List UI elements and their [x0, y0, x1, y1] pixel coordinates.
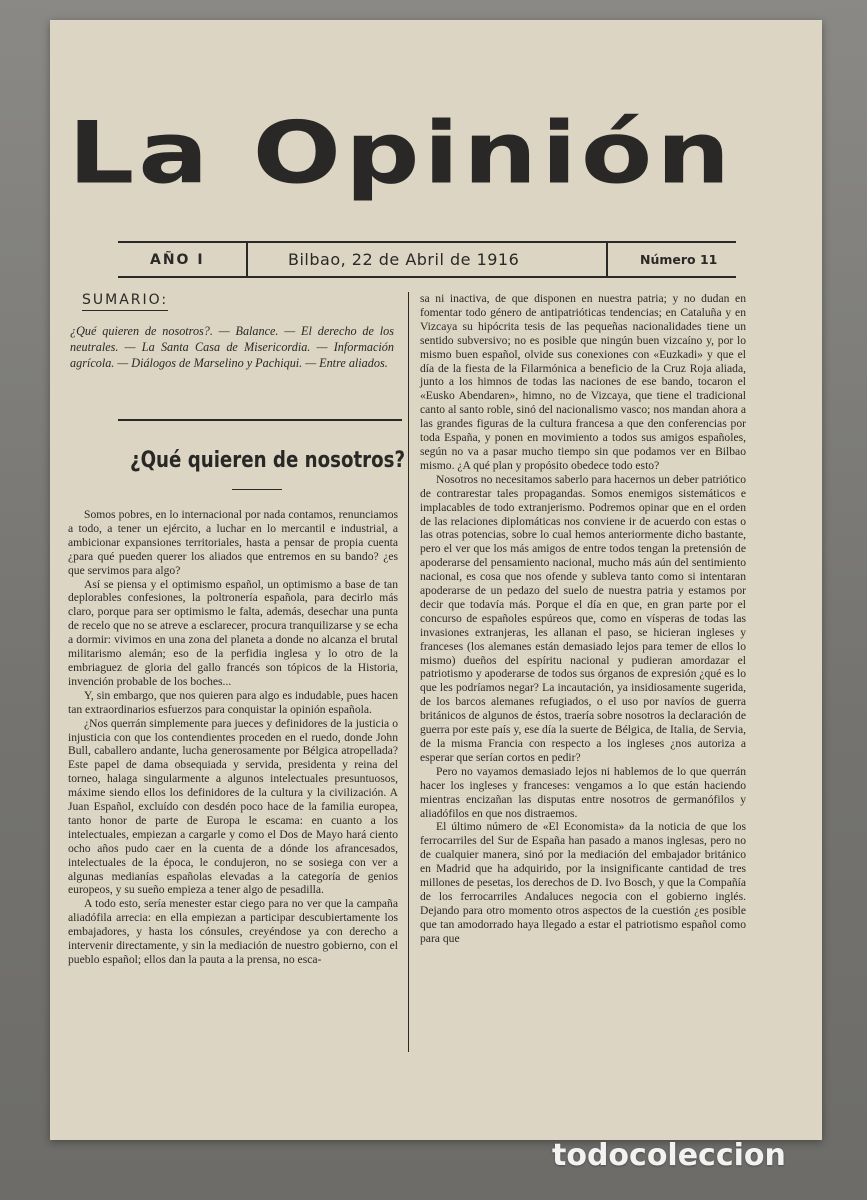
col1-paragraph: A todo esto, sería menester estar ciego para no ver que la campaña aliadófila arrecia: en ella empiezan a participar descubiertamente los embajadores, y hasta los cónsules, creyéndose ya con derecho a intervenir directamente, y sin la mediación de nuestro gobierno, con el pueblo español; ellos dan la pauta a la prensa, no esca-	[68, 897, 398, 966]
site-watermark-logo: todocoleccion	[552, 1138, 786, 1173]
issue-label: Número 11	[640, 252, 718, 267]
col2-paragraph: Pero no vayamos demasiado lejos ni hablemos de lo que querrán hacer los ingleses y franceses: vengamos a lo que están haciendo mientras encizañan las disputas entre nosotros de germanófilos y aliadófilos en que nos distraemos.	[420, 764, 746, 820]
year-label: AÑO I	[150, 252, 205, 268]
sumario-heading: SUMARIO:	[82, 292, 169, 308]
article-headline: ¿Qué quieren de nosotros?	[130, 448, 406, 473]
info-band-separator-2	[606, 243, 608, 277]
column-divider	[408, 292, 409, 1052]
article-column-2	[420, 292, 746, 946]
masthead-title: La Opinión	[68, 102, 735, 204]
sumario-contents: ¿Qué quieren de nosotros?. — Balance. — El derecho de los neutrales. — La Santa Casa de Misericordia. — Información agrícola. — Diálogos de Marselino y Pachiqui. — Entre aliados.	[70, 324, 394, 370]
col2-paragraph: El último número de «El Economista» da la noticia de que los ferrocarriles del Sur de España han pasado a manos inglesas, pero no de cualquier manera, sinó por la mediación del embajador británico en Madrid que ha adquirido, por la insignificante cantidad de tres millones de pesetas, los derechos de D. Ivo Bosch, y que la Compañía de los ferrocarriles Andaluces negocia con el gobierno inglés. Dejando para otro momento otros aspectos de la cuestión ¿es posible que tan amodorrado haya llegado a estar el patriotismo español como para que	[420, 820, 746, 945]
info-band-bottom-rule	[118, 276, 736, 278]
col1-paragraph: Así se piensa y el optimismo español, un optimismo a base de tan deplorables confesiones, la poltronería española, para decirlo más claro, porque para ser optimismo le falta, además, desechar una punta de recelo que no se atreve a esclarecer, procura tranquilizarse y se echa a dormir: vivimos en una zona del planeta a donde no alcanza el brutal militarismo alemán; eso de la perfidia inglesa y lo otro de la embriaguez de gloria del gallo francés son tópicos de la Historia, invención probable de los boches...	[68, 577, 398, 688]
date-line: Bilbao, 22 de Abril de 1916	[288, 250, 520, 269]
headline-underline	[232, 489, 282, 490]
col1-paragraph: Y, sin embargo, que nos quieren para algo es indudable, pues hacen tan extraordinarios esfuerzos para conquistar la opinión española.	[68, 688, 398, 716]
sumario-underline	[82, 310, 168, 311]
col1-paragraph: Somos pobres, en lo internacional por nada contamos, renunciamos a todo, a tener un ejército, a luchar en lo mercantil e industrial, a ambicionar expansiones territoriales, hasta a pensar de propia cuenta ¿para qué pueden querer los aliados que entremos en su bando? ¿es que servimos para algo?	[68, 508, 398, 577]
col2-paragraph: Nosotros no necesitamos saberlo para hacernos un deber patriótico de contrarestar tales propagandas. Somos enemigos sistemáticos e implacables de todo extranjerismo. Podremos opinar que en el orden de las relaciones diplomáticas nos conviene ir de acuerdo con estas o las otras potencias, sobre lo cual hemos anteriormente dicho bastante, pero el ver que los más amigos de entre todos tengan la pretensión de apoderarse del pensamiento nacional, mucho más aún del sentimiento nacional, es cosa que nos ofende y subleva tanto como si intentaran apoderarse de un pedazo del suelo de nuestra patria y estamos por decir que todavía más. Porque el día en que, en gran parte por el concurso de españoles espúreos que, como en vísperas de todas las invasiones extranjeras, les allanan el paso, se hicieran ingleses y franceses (los alemanes están demasiado lejos para temer de ellos lo mismo) dueños del espíritu nacional y pudieran amordazar el patriotismo y apoderarse de todos sus órganos de expresión ¿qué es lo que les podríamos negar? La incautación, ya insidiosamente sugerida, de los barcos alemanes refugiados, o el uso por navíos de guerra británicos de algunos de éstos, traería sobre nosotros la declaración de guerra por este país y, ese día la suerte de Bélgica, de Italia, de Servia, de la misma Francia con respecto a los ingleses ¿nos autoriza a esperar que serían cortos en pedir?	[420, 472, 746, 764]
info-band-separator-1	[246, 243, 248, 277]
col2-paragraph: sa ni inactiva, de que disponen en nuestra patria; y no dudan en fomentar todo género de antipatrióticas tendencias; en Cataluña y en Vizcaya su hipócrita tesis de las pequeñas nacionalidades tiene un sentido subversivo; no es posible que ningún buen vizcaíno y, por lo mismo buen español, olvide sus conexiones con «Euzkadi» y que el día de la fiesta de la Filarmónica a beneficio de la Cruz Roja aliada, junto a los himnos de todas las naciones de ese bando, tocaron el «Eusko Abendaren», himno, no de Vizcaya, que tiene el tradicional canto al santo roble, sinó del nacionalismo vasco; nos mandan ahora a las grandes figuras de la cultura francesa a que den conferencias por toda España, y ponen en movimiento a todos sus amigos españoles, según no va a pasar mucho tiempo sin que podamos ver en Bilbao mismo. ¿A qué plan y propósito obedece todo esto?	[420, 292, 746, 472]
col1-paragraph: ¿Nos querrán simplemente para jueces y definidores de la justicia o injusticia con que los contendientes proceden en el ruedo, donde John Bull, caballero andante, lucha generosamente por Bélgica atropellada? Este papel de dama obsequiada y servida, presidenta y reina del torneo, halaga singularmente a algunos intelectuales presuntuosos, máxime siendo ellos los definidores de la cultura y la civilización. A Juan Español, excluído con desdén poco hace de la familia europea, tanto honor de parte de Europa le escama: en cuanto a los intelectuales, empiezan a cargarle y como el Dos de Mayo hará ciento ocho años pudo caer en la cuenta de a dónde los afrancesados, intelectuales de la época, le condujeron, no se sosiega con ver a algunas medianías españolas elevadas a la categoría de genios europeos, y su sueño empieza a tener algo de pesadilla.	[68, 716, 398, 897]
article-column-1	[68, 508, 398, 967]
info-band-top-rule	[118, 241, 736, 243]
sumario-divider	[118, 419, 402, 421]
